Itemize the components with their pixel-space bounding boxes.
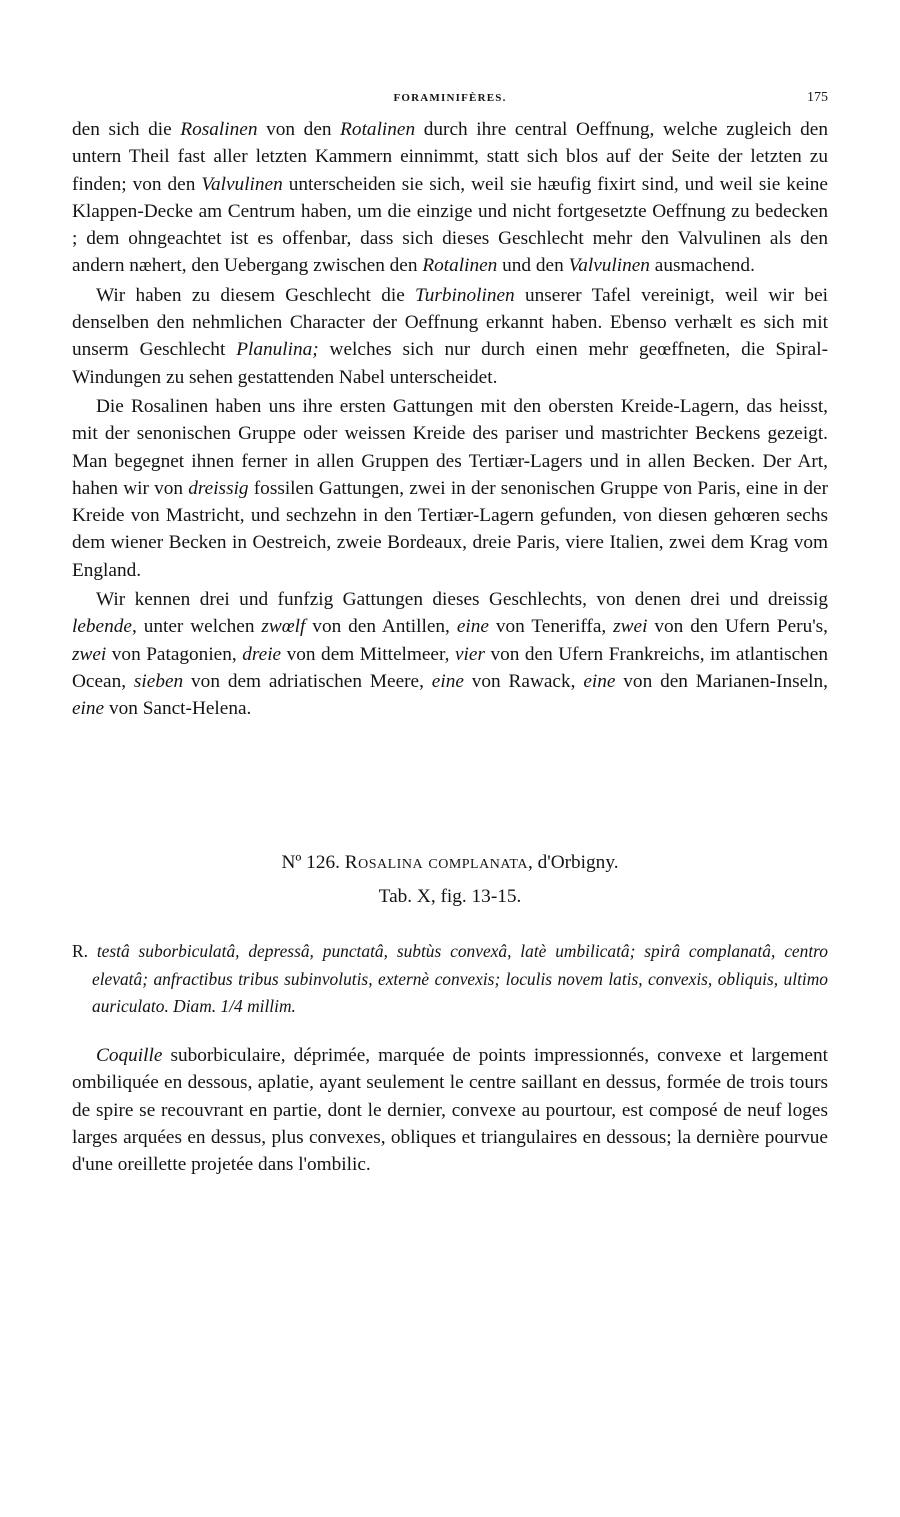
description-text: suborbiculaire, déprimée, marquée de points impressionnés, convexe et largement ombiliquée en dessous, aplatie, ayant seulement le centre saillant en dessus, formée de trois tours de spire se recouvrant en partie, dont le dernier, convexe au pourtour, est composé de neuf loges larges arquées en dessus, plus convexes, obliques et triangulaires en dessous; la dernière pourvue d'une oreillette projetée dans l'ombilic. <box>72 1045 828 1176</box>
text-run: fossilen Gattungen, zwei in der senonischen Gruppe von Paris, eine in der Kreide von Mastricht, und sechzehn in den Tertiær-Lagern gefunden, von diesen gehœren sechs dem wiener Becken in Oestreich, zweie Bordeaux, dreie Paris, viere Italien, zwei dem Krag vom England. <box>72 477 829 581</box>
species-number: Nº 126. <box>281 852 340 873</box>
text-run: welches sich nur durch einen mehr geœffneten, die Spiral-Windungen zu sehen gestattenden Nabel unterscheidet. <box>72 339 828 388</box>
italic-term: Rosalinen <box>180 119 258 140</box>
italic-term: Valvulinen <box>201 173 283 195</box>
italic-term: zwei <box>72 643 107 665</box>
text-run: Wir kennen drei und funfzig Gattungen dieses Geschlechts, von denen drei und dreissig <box>96 589 828 611</box>
text-run: von Sanct-Helena. <box>104 698 252 720</box>
french-description <box>72 1042 828 1178</box>
text-run: und den <box>497 255 569 277</box>
species-heading <box>72 846 828 914</box>
body-text <box>72 116 828 723</box>
species-title-line <box>72 846 828 880</box>
italic-term: eine <box>431 670 464 692</box>
text-run: durch ihre central Oeffnung, welche zugleich den untern Theil fast aller letzten Kammern einnimmt, statt sich blos auf der Seite der letzten zu finden; von den <box>72 119 828 195</box>
italic-term: dreie <box>242 643 282 665</box>
text-run: von dem Mittelmeer, <box>281 643 455 665</box>
text-run: von den Ufern Peru's, <box>647 616 829 638</box>
paragraph <box>72 116 828 280</box>
text-run: von Teneriffa, <box>488 616 614 638</box>
latin-diagnosis <box>72 938 828 1021</box>
italic-term: Rotalinen <box>422 255 498 277</box>
italic-term: zwœlf <box>261 616 306 638</box>
text-run: unserer Tafel vereinigt, weil wir bei denselben den nehmlichen Character der Oeffnung erkannt haben. Ebenso verhælt es sich mit unserm Geschlecht <box>72 284 828 361</box>
italic-term: dreissig <box>188 477 249 499</box>
description-lead: Coquille <box>96 1045 163 1066</box>
paragraph <box>72 282 828 391</box>
italic-term: zwei <box>613 616 648 638</box>
italic-term: eine <box>72 698 105 720</box>
text-run: von den Antillen, <box>305 616 457 638</box>
species-author: , d'Orbigny. <box>527 852 619 873</box>
italic-term: eine <box>456 616 489 638</box>
italic-term: lebende <box>72 616 132 638</box>
text-run: von den Ufern Frankreichs, im atlantischen Ocean, <box>72 643 828 692</box>
page-number: 175 <box>807 90 828 105</box>
text-run: Die Rosalinen haben uns ihre ersten Gattungen mit den obersten Kreide-Lagern, das heisst, mit der senonischen Gruppe oder weissen Kreide des pariser und mastrichter Beckens gezeigt. Man begegnet ihnen ferner in allen Gruppen des Tertiær-Lagers und in allen Becken. Der Art, hahen wir von <box>72 395 828 499</box>
text-run: Wir haben zu diesem Geschlecht die <box>96 284 416 306</box>
italic-term: vier <box>454 643 485 665</box>
text-run: unterscheiden sie sich, weil sie hæufig fixirt sind, und weil sie keine Klappen-Decke am Centrum haben, um die einzige und nicht fortgesetzte Oeffnung zu bedecken ; dem ohngeachtet ist es offenbar, dass sich dieses Geschlecht mehr den Valvulinen als den andern næhert, den Uebergang zwischen den <box>72 173 828 277</box>
diagnosis-text: testâ suborbiculatâ, depressâ, punctatâ, subtùs convexâ, latè umbilicatâ; spirâ complanatâ, centro elevatâ; anfractibus tribus subinvolutis, externè convexis; loculis novem latis, convexis, obliquis, ultimo auriculato. Diam. 1/4 millim. <box>92 941 828 1016</box>
running-title: FORAMINIFÈRES. <box>393 92 507 104</box>
paragraph <box>72 393 828 584</box>
text-run: den sich die <box>72 119 181 140</box>
italic-term: sieben <box>133 670 184 692</box>
text-run: ausmachend. <box>649 255 755 277</box>
species-name: Rosalina complanata <box>344 852 528 873</box>
italic-term: Rotalinen <box>340 119 416 140</box>
text-run: von den <box>257 119 341 140</box>
text-run: von Patagonien, <box>106 643 243 665</box>
text-run: von dem adriatischen Meere, <box>183 670 432 692</box>
page-header <box>72 92 828 110</box>
italic-term: Planulina; <box>236 339 319 361</box>
italic-term: Valvulinen <box>568 255 650 277</box>
plate-reference: Tab. X, fig. 13-15. <box>378 886 522 907</box>
italic-term: Turbinolinen <box>415 284 515 306</box>
paragraph <box>72 586 828 722</box>
text-run: , unter welchen <box>131 616 262 638</box>
text-run: von den Marianen-Inseln, <box>615 670 828 692</box>
diagnosis-genus-abbrev: R. <box>72 941 88 961</box>
text-run: von Rawack, <box>463 670 584 692</box>
italic-term: eine <box>583 670 616 692</box>
